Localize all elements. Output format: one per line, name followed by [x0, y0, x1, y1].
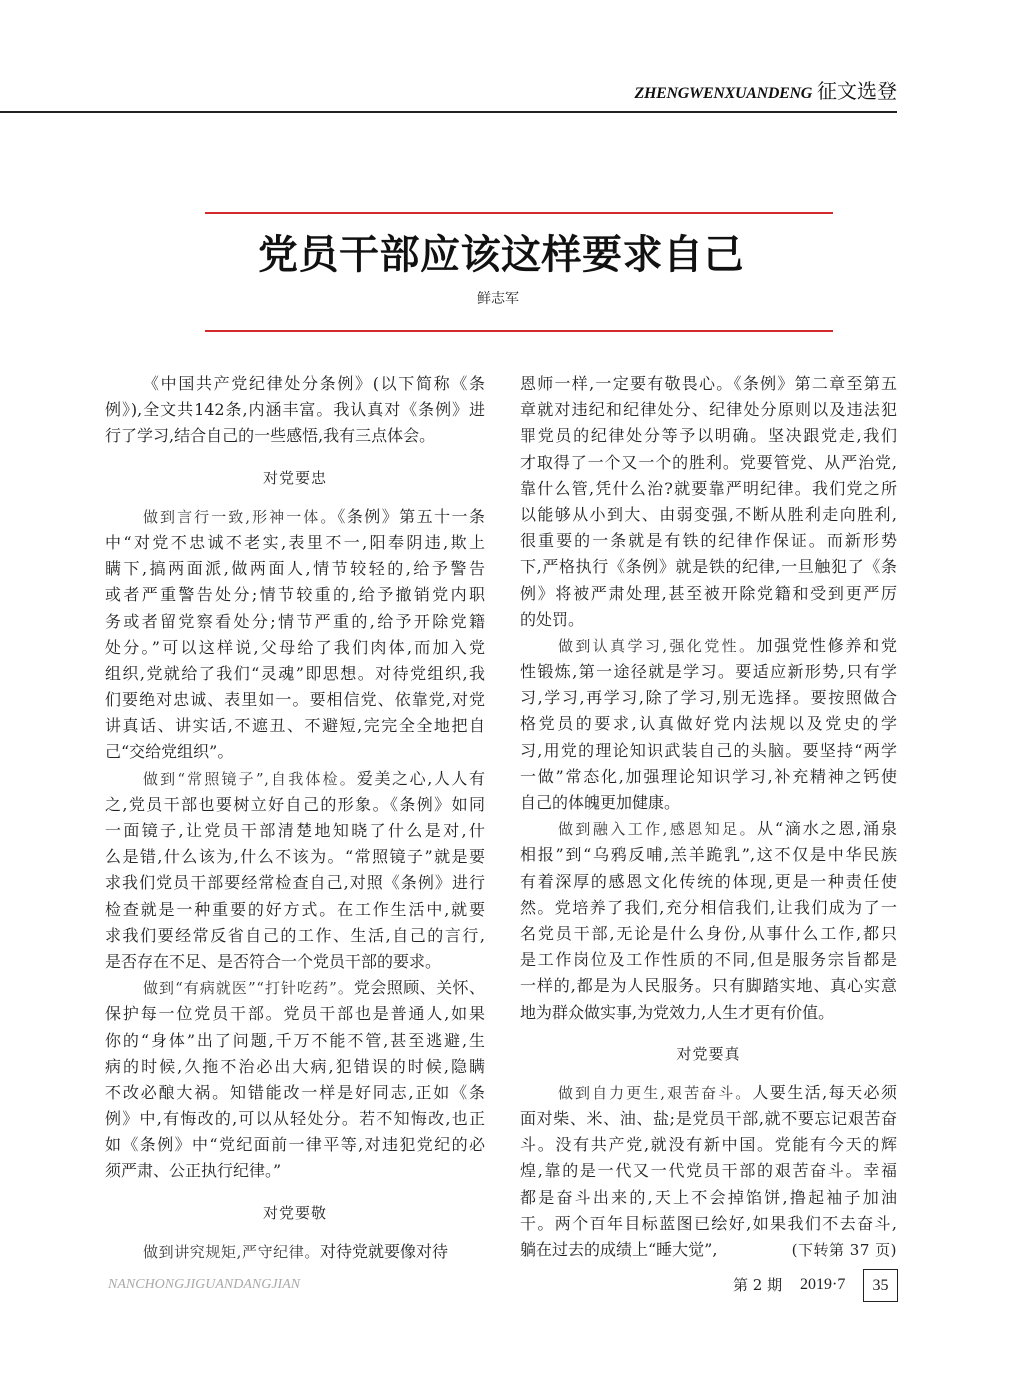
- line-text: 须严肃、公正执行纪律。”: [105, 1161, 282, 1181]
- line-text: 有着深厚的感恩文化传统的体现,更是一种责任使: [520, 871, 897, 891]
- line-text: 自己的体魄更加健康。: [520, 793, 681, 812]
- text-line: [105, 504, 485, 530]
- line-text: 己“交给党组织”。: [105, 742, 234, 762]
- paragraph: [520, 371, 897, 633]
- line-text: 习,学习,再学习,除了学习,别无选择。要按照做合: [520, 688, 897, 708]
- line-text: 组织,党就给了我们“灵魂”即思想。对待党组织,我: [105, 663, 485, 683]
- text-line: [105, 530, 485, 556]
- line-text: 章就对违纪和纪律处分、纪律处分原则以及违法犯: [520, 400, 897, 420]
- line-text: 是工作岗位及工作性质的不同,但是服务宗旨都是: [520, 950, 897, 970]
- text-line: [105, 1028, 485, 1054]
- text-line: [520, 1211, 897, 1237]
- line-text: 《中国共产党纪律处分条例》(以下简称《条: [143, 374, 485, 393]
- text-line: [105, 975, 485, 1001]
- text-line: [520, 554, 897, 580]
- paragraph-lead-phrase: 做到讲究规矩,严守纪律。: [143, 1242, 320, 1261]
- text-line: [520, 842, 897, 868]
- continued-on-note: (下转第 37 页): [791, 1241, 897, 1259]
- line-text: 或者严重警告处分;情节较重的,给予撤销党内职: [105, 585, 485, 605]
- line-text: 相报”到“乌鸦反哺,羔羊跪乳”,这不仅是中华民族: [520, 845, 897, 865]
- text-line: [520, 790, 897, 816]
- line-text: 的处罚。: [520, 609, 585, 629]
- text-line: [520, 528, 897, 554]
- text-line: [105, 897, 485, 923]
- paragraph-lead-phrase: 做到“常照镜子”,自我体检。: [143, 769, 357, 788]
- text-line: [520, 895, 897, 921]
- footer-date: 2019·7: [800, 1276, 846, 1293]
- text-line: [105, 1106, 485, 1132]
- page-number: 35: [863, 1269, 898, 1302]
- text-line: [105, 1054, 485, 1080]
- line-text: 以能够从小到大、由弱变强,不断从胜利走向胜利,: [520, 504, 897, 524]
- line-text: 例》中,有悔改的,可以从轻处分。若不知悔改,也正: [105, 1109, 485, 1129]
- line-text: 干。两个百年目标蓝图已绘好,如果我们不去奋斗,: [520, 1213, 897, 1233]
- line-text: 都是奋斗出来的,天上不会掉馅饼,撸起袖子加油: [520, 1187, 897, 1207]
- paragraph-lead-phrase: 做到“有病就医”“打针吃药”。: [143, 979, 354, 998]
- text-line: [105, 818, 485, 844]
- line-text: 一样的,都是为人民服务。只有脚踏实地、真心实意: [520, 976, 897, 996]
- text-line: [520, 371, 897, 397]
- footer-magazine-name: NANCHONGJIGUANDANGJIAN: [108, 1277, 301, 1292]
- text-line: [520, 921, 897, 947]
- line-text: 行了学习,结合自己的一些感悟,我有三点体会。: [105, 426, 436, 446]
- line-text: 很重要的一条就是有铁的纪律作保证。而新形势: [520, 531, 897, 551]
- text-line: [520, 1080, 897, 1106]
- text-line: [105, 423, 485, 449]
- line-text: 地为群众做实事,为党效力,人生才更有价值。: [520, 1002, 835, 1022]
- text-line: [520, 1132, 897, 1158]
- line-text: 恩师一样,一定要有敬畏心。《条例》第二章至第五: [520, 374, 897, 393]
- line-text: 处分。”可以这样说,父母给了我们肉体,而加入党: [105, 637, 485, 657]
- paragraph: [105, 371, 485, 450]
- text-line: [520, 423, 897, 449]
- line-text: 病的时候,久拖不治必出大病,犯错误的时候,隐瞒: [105, 1056, 485, 1076]
- text-line: [105, 582, 485, 608]
- line-text: 是否存在不足、是否符合一个党员干部的要求。: [105, 951, 442, 971]
- text-line: [520, 1158, 897, 1184]
- line-text: 如《条例》中“党纪面前一律平等,对违犯党纪的必: [105, 1135, 485, 1155]
- line-text: 斗。没有共产党,就没有新中国。党能有今天的辉: [520, 1135, 897, 1155]
- text-line: [105, 949, 485, 975]
- line-text: 们要绝对忠诚、表里如一。要相信党、依靠党,对党: [105, 690, 485, 710]
- line-text: 靠什么管,凭什么治?就要靠严明纪律。我们党之所: [520, 478, 897, 498]
- text-line: [105, 1080, 485, 1106]
- section-heading: 对党要忠: [262, 468, 327, 487]
- line-text: 求我们要经常反省自己的工作、生活,自己的言行,: [105, 925, 485, 945]
- text-column-right: [520, 371, 897, 1263]
- title-rule-top: [205, 212, 833, 214]
- line-text: 求我们党员干部要经常检查自己,对照《条例》进行: [105, 873, 485, 893]
- paragraph-lead-phrase: 做到融入工作,感恩知足。: [558, 820, 758, 839]
- line-text: 爱美之心,人人有: [356, 768, 485, 788]
- text-line: [520, 973, 897, 999]
- line-text: 之,党员干部也要树立好自己的形象。《条例》如同: [105, 794, 485, 814]
- line-text: 对待党就要像对待: [319, 1241, 448, 1261]
- line-text: 务或者留党察看处分;情节严重的,给予开除党籍: [105, 611, 485, 631]
- article-author: 鲜志军: [477, 291, 519, 307]
- line-text: 人要生活,每天必须: [752, 1082, 897, 1102]
- header-rule: [0, 111, 897, 113]
- line-text: 《条例》第五十一条: [337, 506, 485, 526]
- text-line: [520, 764, 897, 790]
- text-line: [520, 869, 897, 895]
- line-text: 例》将被严肃处理,甚至被开除党籍和受到更严厉: [520, 583, 897, 603]
- text-line: [520, 581, 897, 607]
- line-text: 瞒下,搞两面派,做两面人,情节较轻的,给予警告: [105, 559, 485, 579]
- text-line: [520, 711, 897, 737]
- text-line: [520, 1237, 897, 1263]
- line-text: 习,用党的理论知识武装自己的头脑。要坚持“两学: [520, 740, 897, 760]
- line-text: 下,严格执行《条例》就是铁的纪律,一旦触犯了《条: [520, 557, 897, 577]
- line-text: 一做”常态化,加强理论知识学习,补充精神之钙使: [520, 766, 897, 786]
- text-line: [520, 1000, 897, 1026]
- text-line: [105, 397, 485, 423]
- text-line: [520, 816, 897, 842]
- paragraph: [520, 633, 897, 816]
- text-line: [105, 766, 485, 792]
- text-line: [520, 738, 897, 764]
- paragraph: [105, 1239, 485, 1265]
- text-line: [105, 792, 485, 818]
- text-line: [520, 659, 897, 685]
- text-line: [105, 1132, 485, 1158]
- text-line: [520, 397, 897, 423]
- text-line: [105, 739, 485, 765]
- paragraph: [105, 975, 485, 1185]
- text-line: [520, 476, 897, 502]
- text-line: [520, 947, 897, 973]
- text-line: [105, 1239, 485, 1265]
- paragraph-lead-phrase: 做到认真学习,强化党性。: [558, 636, 757, 655]
- line-text: 罪党员的纪律处分等予以明确。坚决跟党走,我们: [520, 426, 897, 446]
- text-line: [105, 870, 485, 896]
- line-text: 从“滴水之恩,涌泉: [757, 819, 897, 839]
- paragraph-lead-phrase: 做到自力更生,艰苦奋斗。: [558, 1083, 753, 1102]
- paragraph-lead-phrase: 做到言行一致,形神一体。: [143, 507, 338, 526]
- text-line: [105, 1158, 485, 1184]
- text-line: [520, 502, 897, 528]
- text-line: [520, 450, 897, 476]
- line-text: 格党员的要求,认真做好党内法规以及党史的学: [520, 714, 897, 734]
- text-line: [105, 556, 485, 582]
- line-text: 然。党培养了我们,充分相信我们,让我们成为了一: [520, 897, 897, 917]
- text-line: [520, 633, 897, 659]
- line-text: 名党员干部,无论是什么身份,从事什么工作,都只: [520, 923, 897, 943]
- line-text: 一面镜子,让党员干部清楚地知晓了什么是对,什: [105, 821, 485, 840]
- line-text: 讲真话、讲实话,不遮丑、不避短,完完全全地把自: [105, 716, 485, 736]
- text-line: [105, 687, 485, 713]
- article-title: 党员干部应该这样要求自己: [258, 231, 744, 278]
- line-text: 检查就是一种重要的好方式。在工作生活中,就要: [105, 899, 485, 919]
- line-text: 煌,靠的是一代又一代党员干部的艰苦奋斗。幸福: [520, 1161, 897, 1181]
- text-line: [105, 371, 485, 397]
- line-text: 加强党性修养和党: [756, 635, 897, 655]
- text-line: [520, 1185, 897, 1211]
- text-column-left: [105, 371, 485, 1265]
- line-text: 中“对党不忠诚不老实,表里不一,阳奉阴违,欺上: [105, 532, 485, 552]
- line-text: 你的“身体”出了问题,千万不能不管,甚至逃避,生: [105, 1030, 485, 1050]
- paragraph: [520, 1080, 897, 1263]
- footer-issue: 第 2 期: [733, 1276, 783, 1294]
- section-heading: 对党要真: [676, 1044, 741, 1063]
- text-line: [105, 661, 485, 687]
- title-rule-bottom: [205, 330, 833, 332]
- text-line: [105, 609, 485, 635]
- line-text: 例》),全文共142条,内涵丰富。我认真对《条例》进: [105, 400, 485, 420]
- text-line: [520, 685, 897, 711]
- line-text: 躺在过去的成绩上“睡大觉”,: [520, 1240, 718, 1259]
- line-text: 党会照顾、关怀、: [353, 978, 485, 998]
- text-line: [520, 607, 897, 633]
- section-name-chinese: 征文选登: [817, 79, 897, 103]
- line-text: 才取得了一个又一个的胜利。党要管党、从严治党,: [520, 452, 897, 472]
- text-line: [105, 1001, 485, 1027]
- text-line: [105, 923, 485, 949]
- section-heading: 对党要敬: [262, 1203, 327, 1222]
- line-text: 不改必酿大祸。知错能改一样是好同志,正如《条: [105, 1082, 485, 1102]
- text-line: [105, 635, 485, 661]
- paragraph: [520, 816, 897, 1026]
- text-line: [105, 713, 485, 739]
- running-header: [635, 79, 897, 103]
- section-name-latin: ZHENGWENXUANDENG: [634, 85, 812, 102]
- text-line: [520, 1106, 897, 1132]
- line-text: 面对柴、米、油、盐;是党员干部,就不要忘记艰苦奋: [520, 1109, 897, 1129]
- line-text: 么是错,什么该为,什么不该为。“常照镜子”就是要: [105, 847, 485, 867]
- line-text: 性锻炼,第一途径就是学习。要适应新形势,只有学: [520, 662, 897, 682]
- paragraph: [105, 504, 485, 766]
- paragraph: [105, 766, 485, 976]
- text-line: [105, 844, 485, 870]
- line-text: 保护每一位党员干部。党员干部也是普通人,如果: [105, 1004, 485, 1024]
